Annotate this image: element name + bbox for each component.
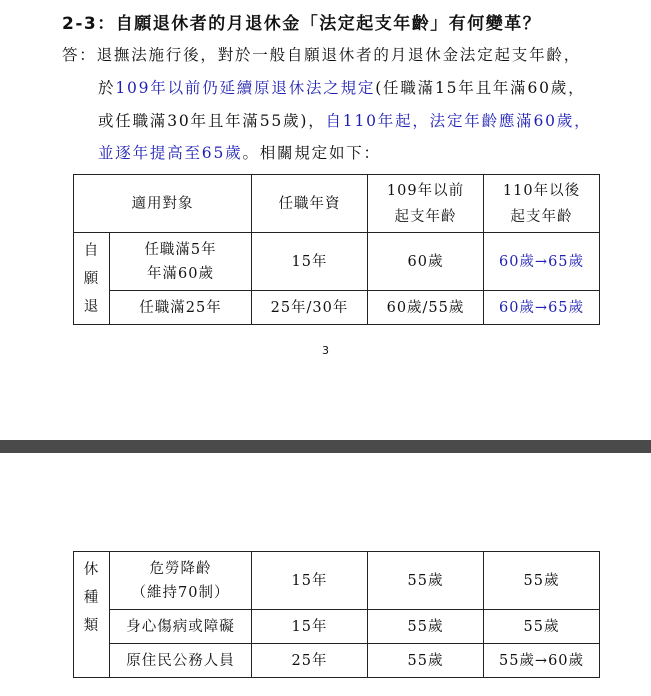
target-line-2: （維持70制） <box>131 584 230 601</box>
answer-line-4-post: 。相關規定如下： <box>242 144 381 162</box>
header-after-l2: 起支年齡 <box>510 208 573 225</box>
target-line-2: 年滿60歲 <box>147 265 214 282</box>
before-cell: 55歲 <box>368 644 484 678</box>
answer-line-2-pre: 於 <box>98 79 116 97</box>
before-cell: 60歲/55歲 <box>368 291 484 325</box>
target-cell <box>110 233 252 291</box>
header-after <box>484 175 600 233</box>
after-cell: 55歲 <box>484 610 600 644</box>
years-cell: 15年 <box>252 552 368 610</box>
answer-line-3-pre: 或任職滿30年且年滿55歲)， <box>98 112 326 130</box>
after-cell: 60歲→65歲 <box>484 233 600 291</box>
table-row <box>74 291 600 325</box>
table-row <box>74 233 600 291</box>
answer-line-4 <box>98 141 381 163</box>
category-cell <box>74 233 110 325</box>
after-cell: 55歲 <box>484 552 600 610</box>
category-cell <box>74 552 110 678</box>
years-cell: 15年 <box>252 233 368 291</box>
before-cell: 55歲 <box>368 610 484 644</box>
question-title: 2-3：自願退休者的月退休金「法定起支年齡」有何變革？ <box>62 14 542 34</box>
header-before <box>368 175 484 233</box>
table-header-row <box>74 175 600 233</box>
before-cell: 55歲 <box>368 552 484 610</box>
answer-line-3-highlight: 自110年起，法定年齡應滿60歲， <box>325 112 592 130</box>
target-cell: 原住民公務人員 <box>110 644 252 678</box>
category-char: 自 <box>83 242 100 259</box>
category-char: 類 <box>83 618 100 634</box>
years-cell: 15年 <box>252 610 368 644</box>
page-separator <box>0 440 651 453</box>
category-char: 休 <box>83 562 100 578</box>
table-row <box>74 610 600 644</box>
header-target: 適用對象 <box>74 175 252 233</box>
table-row <box>74 644 600 678</box>
target-cell: 身心傷病或障礙 <box>110 610 252 644</box>
category-char: 退 <box>83 298 100 315</box>
answer-line-1: 答：退撫法施行後，對於一般自願退休者的月退休金法定起支年齡， <box>62 46 582 64</box>
years-cell: 25年 <box>252 644 368 678</box>
years-cell: 25年/30年 <box>252 291 368 325</box>
retirement-age-table-continued <box>73 551 600 678</box>
target-cell <box>110 552 252 610</box>
answer-line-2 <box>98 76 585 98</box>
answer-line-3 <box>98 109 591 131</box>
category-char: 願 <box>83 270 100 287</box>
category-char: 種 <box>83 590 100 606</box>
header-after-l1: 110年以後 <box>502 182 581 199</box>
header-years: 任職年資 <box>252 175 368 233</box>
header-before-l1: 109年以前 <box>386 182 465 199</box>
answer-line-4-highlight: 並逐年提高至65歲 <box>98 144 243 162</box>
target-cell: 任職滿25年 <box>110 291 252 325</box>
before-cell: 60歲 <box>368 233 484 291</box>
after-cell: 60歲→65歲 <box>484 291 600 325</box>
page-number: 3 <box>322 344 329 357</box>
answer-line-2-highlight: 109年以前仍延續原退休法之規定 <box>115 79 376 97</box>
header-before-l2: 起支年齡 <box>394 208 457 225</box>
after-cell: 55歲→60歲 <box>484 644 600 678</box>
table-row <box>74 552 600 610</box>
target-line-1: 任職滿5年 <box>144 241 217 258</box>
answer-line-2-post: (任職滿15年且年滿60歲， <box>375 79 586 97</box>
target-line-1: 危勞降齡 <box>149 560 212 577</box>
retirement-age-table <box>73 174 600 325</box>
